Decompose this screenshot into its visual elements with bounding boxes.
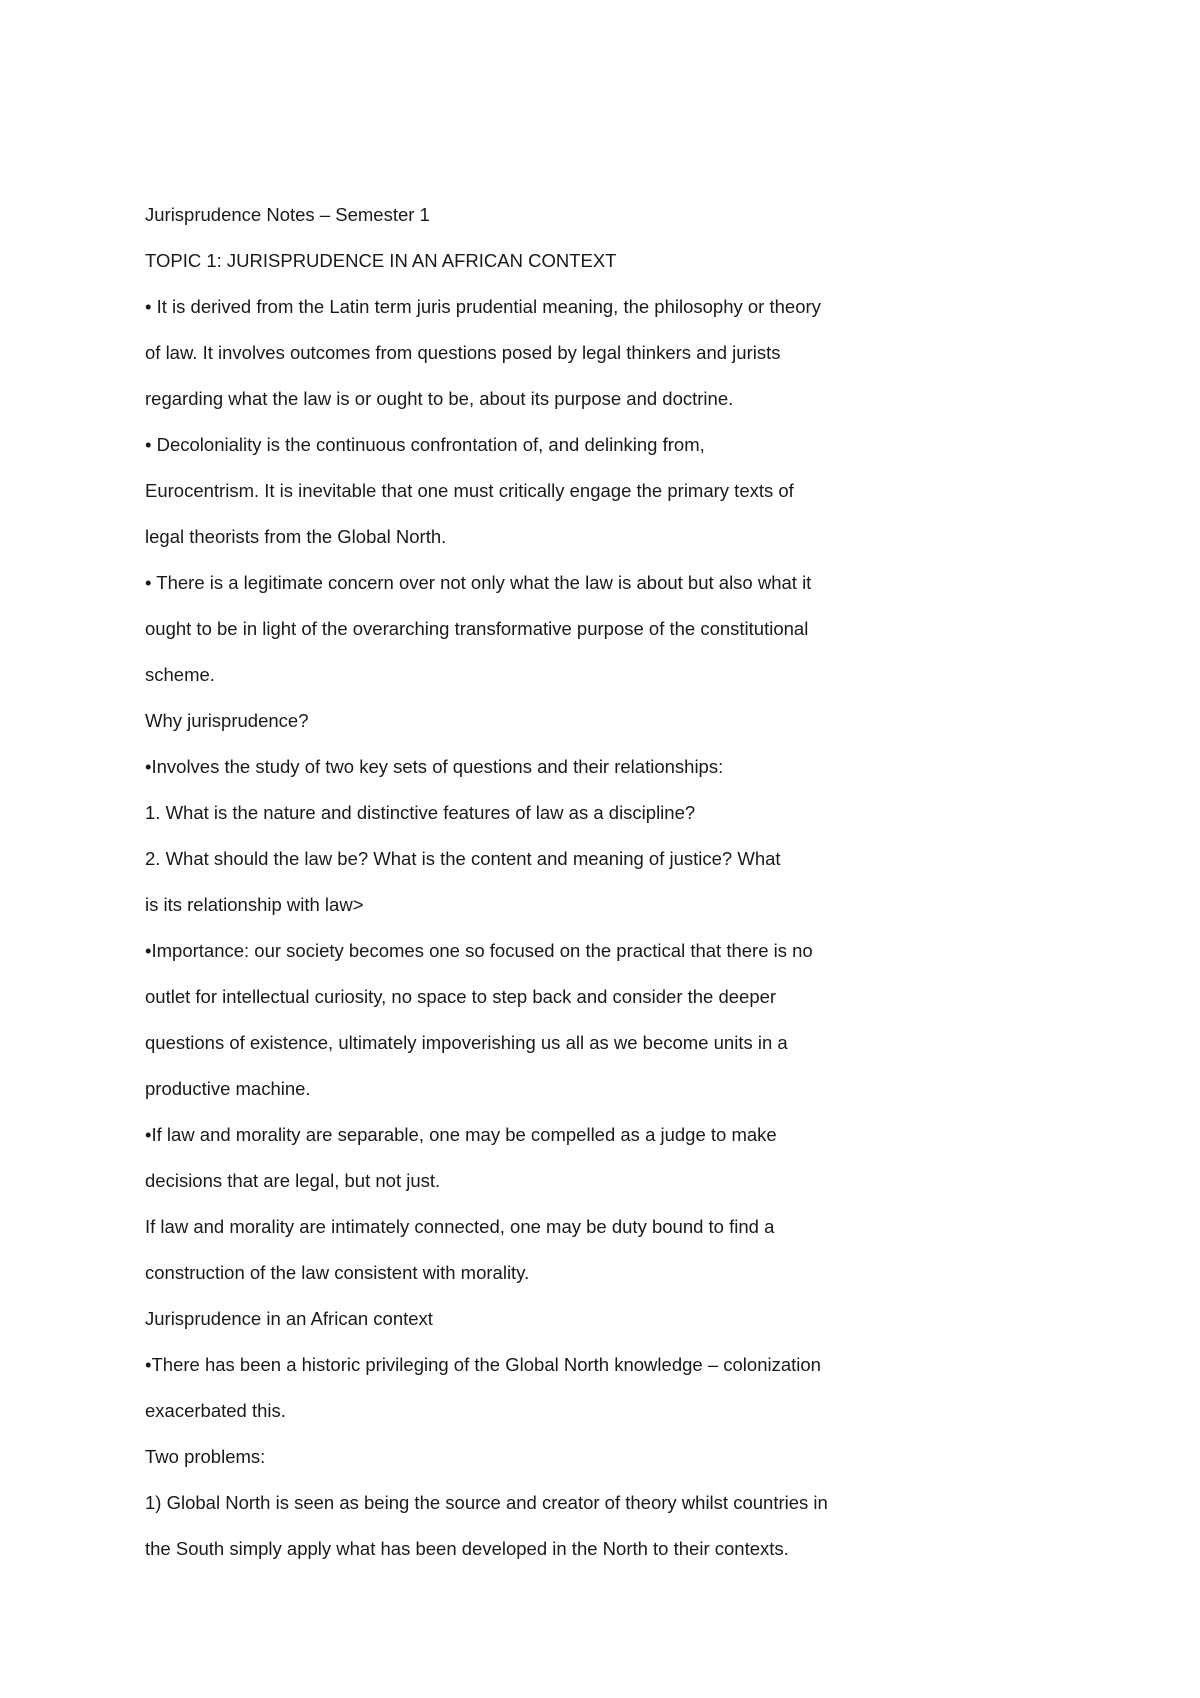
section-heading: Jurisprudence in an African context (145, 1308, 433, 1329)
text-line: of law. It involves outcomes from questions posed by legal thinkers and jurists (145, 342, 781, 363)
text-line: • There is a legitimate concern over not only what the law is about but also what it (145, 572, 812, 593)
document-title: Jurisprudence Notes – Semester 1 (145, 204, 430, 225)
topic-heading: TOPIC 1: JURISPRUDENCE IN AN AFRICAN CONTEXT (145, 250, 617, 271)
text-line: •There has been a historic privileging of the Global North knowledge – colonization (145, 1354, 821, 1375)
text-line: construction of the law consistent with morality. (145, 1262, 530, 1283)
document-body (145, 192, 1045, 1572)
text-line: 1. What is the nature and distinctive features of law as a discipline? (145, 802, 696, 823)
text-line: •Importance: our society becomes one so focused on the practical that there is no (145, 940, 813, 961)
text-line: •Involves the study of two key sets of questions and their relationships: (145, 756, 724, 777)
text-line: • It is derived from the Latin term juris prudential meaning, the philosophy or theory (145, 296, 821, 317)
text-line: exacerbated this. (145, 1400, 286, 1421)
text-line: questions of existence, ultimately impoverishing us all as we become units in a (145, 1032, 788, 1053)
text-line: ought to be in light of the overarching transformative purpose of the constitutional (145, 618, 809, 639)
section-heading: Two problems: (145, 1446, 266, 1467)
text-line: •If law and morality are separable, one may be compelled as a judge to make (145, 1124, 777, 1145)
text-line: legal theorists from the Global North. (145, 526, 447, 547)
text-line: is its relationship with law> (145, 894, 364, 915)
text-line: If law and morality are intimately connected, one may be duty bound to find a (145, 1216, 775, 1237)
text-line: decisions that are legal, but not just. (145, 1170, 441, 1191)
text-line: 2. What should the law be? What is the content and meaning of justice? What (145, 848, 781, 869)
text-line: productive machine. (145, 1078, 311, 1099)
text-line: Eurocentrism. It is inevitable that one must critically engage the primary texts of (145, 480, 794, 501)
section-heading: Why jurisprudence? (145, 710, 309, 731)
text-line: • Decoloniality is the continuous confrontation of, and delinking from, (145, 434, 705, 455)
text-line: the South simply apply what has been developed in the North to their contexts. (145, 1538, 789, 1559)
text-line: scheme. (145, 664, 215, 685)
text-line: outlet for intellectual curiosity, no space to step back and consider the deeper (145, 986, 777, 1007)
text-line: regarding what the law is or ought to be, about its purpose and doctrine. (145, 388, 734, 409)
text-line: 1) Global North is seen as being the source and creator of theory whilst countries in (145, 1492, 828, 1513)
